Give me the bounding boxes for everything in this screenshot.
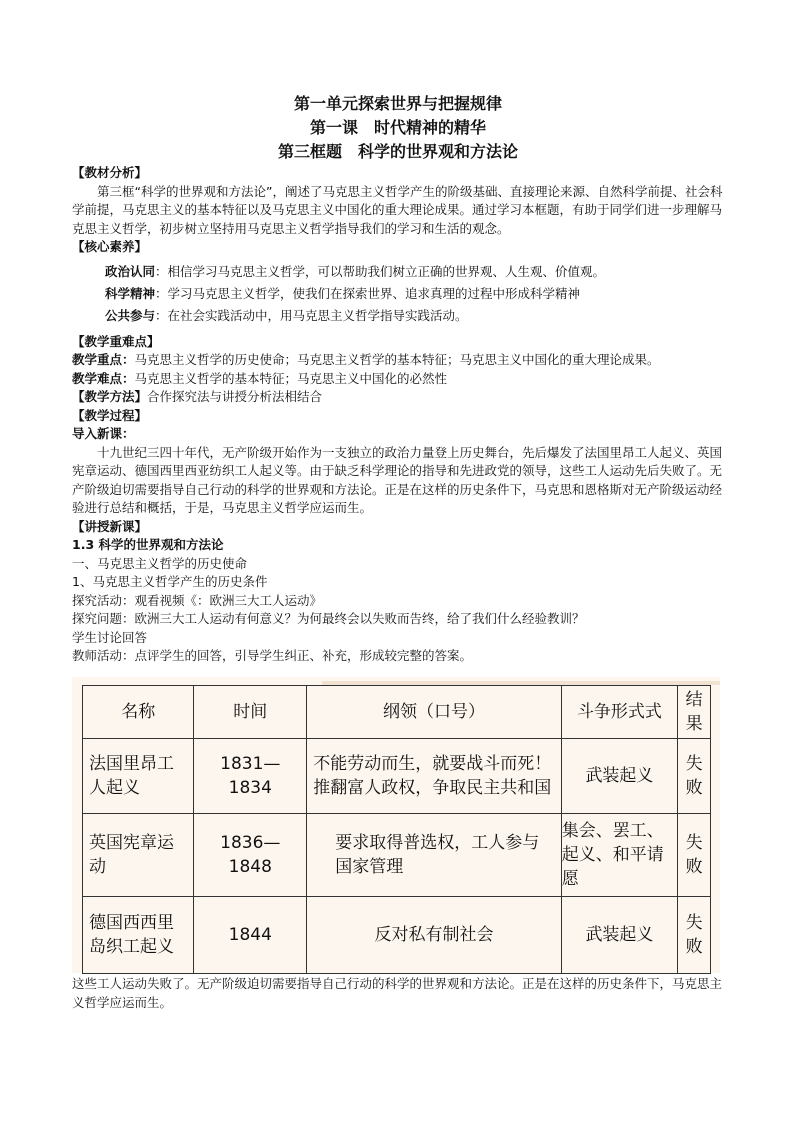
literacy-item <box>105 261 724 283</box>
question-line: 探究问题：欧洲三大工人运动有何意义？为何最终会以失败而告终，给了我们什么经验教训？ <box>72 611 585 626</box>
header-time: 时间 <box>194 686 307 739</box>
literacy-item <box>105 283 724 305</box>
header-name: 名称 <box>83 686 194 739</box>
literacy-text: ：相信学习马克思主义哲学，可以帮助我们树立正确的世界观、人生观、价值观。 <box>155 263 606 279</box>
table-row <box>83 739 711 814</box>
teacher-line: 教师活动：点评学生的回答，引导学生纠正、补充，形成较完整的答案。 <box>72 648 473 663</box>
literacy-text: ：在社会实践活动中，用马克思主义哲学指导实践活动。 <box>155 307 468 323</box>
lecture-heading: 【讲授新课】 <box>72 518 148 534</box>
unit-title: 第一单元探索世界与把握规律 <box>293 94 502 113</box>
intro-label: 导入新课： <box>72 426 135 441</box>
method-heading: 【教学方法】 <box>72 389 148 404</box>
literacy-item <box>105 305 724 327</box>
cell-result: 失败 <box>678 897 711 974</box>
cell-result: 失败 <box>678 739 711 814</box>
cell-program: 反对私有制社会 <box>307 897 562 974</box>
cell-name: 英国宪章运动 <box>83 814 194 897</box>
literacy-text: ：学习马克思主义哲学，使我们在探索世界、追求真理的过程中形成科学精神 <box>155 285 581 301</box>
intro-paragraph: 十九世纪三四十年代，无产阶级开始作为一支独立的政治力量登上历史舞台，先后爆发了法国里昂工人起义、英国宪章运动、德国西里西亚纺织工人起义等。由于缺乏科学理论的指导和先进政党的领导，这些工人运动先后失败了。无产阶级迫切需要指导自己行动的科学的世界观和方法论。正是在这样的历史条件下，马克思和恩格斯对无产阶级运动经验进行总结和概括，于是，马克思主义哲学应运而生。 <box>72 444 723 515</box>
cell-form: 武装起义 <box>561 739 677 814</box>
cell-program: 不能劳动而生，就要战斗而死！推翻富人政权，争取民主共和国 <box>307 739 562 814</box>
title-block <box>72 92 724 164</box>
literacy-key: 政治认同 <box>105 263 156 279</box>
cell-result: 失败 <box>678 814 711 897</box>
cell-name: 法国里昂工人起义 <box>83 739 194 814</box>
process-heading: 【教学过程】 <box>72 407 148 423</box>
table-container <box>72 677 720 973</box>
header-form: 斗争形式式 <box>561 686 677 739</box>
focus-label: 教学重点： <box>72 352 135 367</box>
method-line <box>72 388 724 407</box>
cell-time: 1836—1848 <box>194 814 307 897</box>
cell-time: 1831—1834 <box>194 739 307 814</box>
literacy-key: 科学精神 <box>105 285 156 301</box>
cell-name: 德国西西里岛织工起义 <box>83 897 194 974</box>
closing-paragraph: 这些工人运动失败了。无产阶级迫切需要指导自己行动的科学的世界观和方法论。正是在这样的历史条件下，马克思主义哲学应运而生。 <box>72 976 723 1010</box>
analysis-heading: 【教材分析】 <box>72 165 148 180</box>
activity-line: 探究活动：观看视频《：欧洲三大工人运动》 <box>72 592 323 608</box>
method-text: 合作探究法与讲授分析法相结合 <box>147 389 323 404</box>
section-heading: 1.3 科学的世界观和方法论 <box>72 537 224 552</box>
student-line: 学生讨论回答 <box>72 629 148 645</box>
difficulty-label: 教学难点： <box>72 370 135 386</box>
header-program: 纲领（口号） <box>307 686 562 739</box>
workers-movement-table <box>82 685 711 974</box>
lesson-title: 第一课 时代精神的精华 <box>309 118 486 137</box>
cell-form: 武装起义 <box>561 897 677 974</box>
subsection-heading: 一、马克思主义哲学的历史使命 <box>72 555 248 571</box>
frame-title: 第三框题 科学的世界观和方法论 <box>277 142 518 161</box>
keypoints-heading: 【教学重难点】 <box>72 333 160 349</box>
cell-time: 1844 <box>194 897 307 974</box>
table-row <box>83 814 711 897</box>
analysis-paragraph: 第三框“科学的世界观和方法论”，阐述了马克思主义哲学产生的阶级基础、直接理论来源、自然科学前提、社会科学前提，马克思主义的基本特征以及马克思主义中国化的重大理论成果。通过学习本框题，有助于同学们进一步理解马克思主义哲学，初步树立坚持用马克思主义哲学指导我们的学习和生活的观念。 <box>72 183 723 236</box>
header-result: 结果 <box>678 686 711 739</box>
focus-line <box>72 351 724 370</box>
table-row <box>83 897 711 974</box>
difficulty-text: 马克思主义哲学的基本特征；马克思主义中国化的必然性 <box>134 370 448 386</box>
literacy-heading: 【核心素养】 <box>72 239 148 254</box>
literacy-list <box>72 261 724 327</box>
document-page <box>72 92 724 666</box>
table-header-row <box>83 686 711 739</box>
difficulty-line <box>72 370 724 389</box>
subsubsection-heading: 1、马克思主义哲学产生的历史条件 <box>72 574 268 589</box>
cell-program: 要求取得普选权，工人参与国家管理 <box>307 814 562 897</box>
literacy-key: 公共参与 <box>105 307 156 323</box>
document-body <box>72 164 724 666</box>
focus-text: 马克思主义哲学的历史使命；马克思主义哲学的基本特征；马克思主义中国化的重大理论成果。 <box>134 352 660 367</box>
cell-form: 集会、罢工、起义、和平请愿 <box>561 814 677 897</box>
